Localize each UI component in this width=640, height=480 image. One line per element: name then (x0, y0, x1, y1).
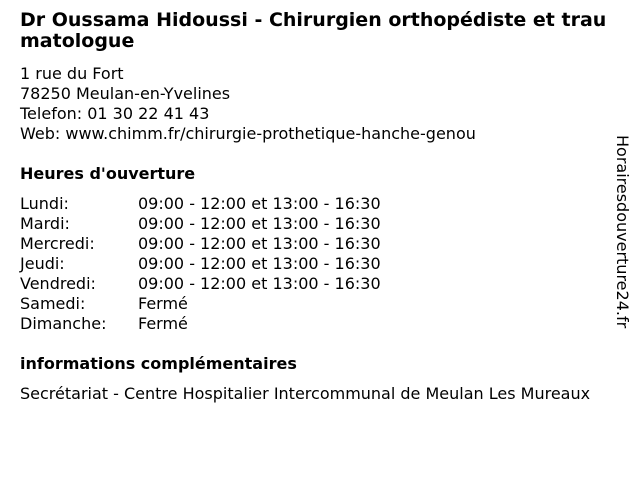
day-hours: 09:00 - 12:00 et 13:00 - 16:30 (138, 274, 381, 293)
additional-info-heading: informations complémentaires (20, 354, 297, 373)
day-label: Samedi: (20, 294, 86, 313)
day-label: Vendredi: (20, 274, 96, 293)
address-street: 1 rue du Fort (20, 64, 124, 83)
day-label: Jeudi: (20, 254, 65, 273)
phone-number: Telefon: 01 30 22 41 43 (20, 104, 210, 123)
additional-info-text: Secrétariat - Centre Hospitalier Intercommunal de Meulan Les Mureaux (20, 384, 591, 403)
day-hours: 09:00 - 12:00 et 13:00 - 16:30 (138, 194, 381, 213)
day-label: Lundi: (20, 194, 69, 213)
opening-hours-heading: Heures d'ouverture (20, 164, 196, 183)
day-hours: 09:00 - 12:00 et 13:00 - 16:30 (138, 254, 381, 273)
day-hours: 09:00 - 12:00 et 13:00 - 16:30 (138, 214, 381, 233)
site-watermark: Horairesdouverture24.fr (613, 135, 632, 329)
day-label: Mardi: (20, 214, 70, 233)
address-city: 78250 Meulan-en-Yvelines (20, 84, 231, 103)
website-link: Web: www.chimm.fr/chirurgie-prothetique-hanche-genou (20, 124, 476, 143)
day-label: Dimanche: (20, 314, 107, 333)
day-hours: Fermé (138, 294, 188, 313)
day-label: Mercredi: (20, 234, 95, 253)
day-hours: 09:00 - 12:00 et 13:00 - 16:30 (138, 234, 381, 253)
day-hours: Fermé (138, 314, 188, 333)
page-title: Dr Oussama Hidoussi - Chirurgien orthopédiste et traumatologue (20, 9, 607, 52)
address-block (20, 64, 476, 144)
